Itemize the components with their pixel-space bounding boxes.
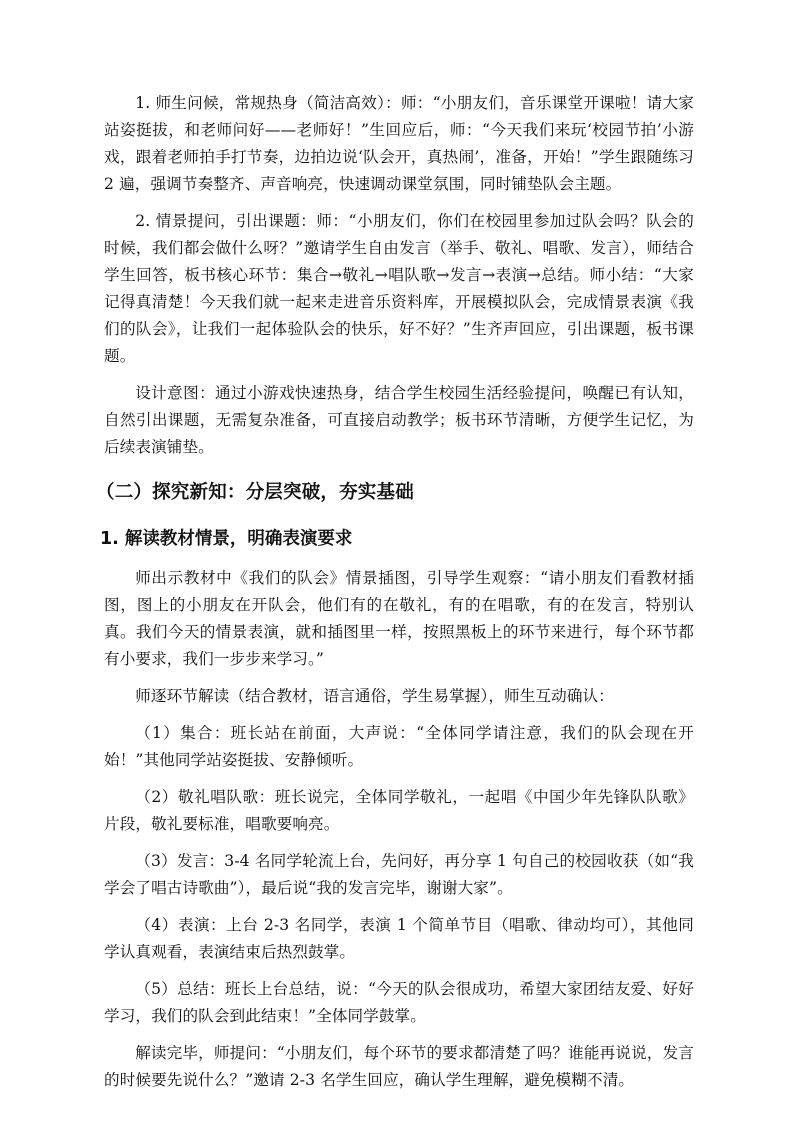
paragraph-design-intent: 设计意图：通过小游戏快速热身，结合学生校园生活经验提问，唤醒已有认知，自然引出课题，无需复杂准备，可直接启动教学；板书环节清晰，方便学生记忆，为后续表演铺垫。 [104,384,694,456]
paragraph-greeting-warmup: 1. 师生问候，常规热身（简洁高效）：师：“小朋友们，音乐课堂开课啦！请大家站姿挺拔，和老师问好——老师好！”生回应后，师：“今天我们来玩‘校园节拍’小游戏，跟着老师拍手打节奏，边拍边说‘队会开，真热闹’，准备，开始！”学生跟随练习 2 遍，强调节奏整齐、声音响亮，快速调动课堂氛围，同时铺垫队会主题。 [104,94,694,193]
list-item-salute-sing: （2）敬礼唱队歌：班长说完，全体同学敬礼，一起唱《中国少年先锋队队歌》片段，敬礼要标准，唱歌要响亮。 [104,788,694,833]
list-item-assemble: （1）集合：班长站在前面，大声说：“全体同学请注意，我们的队会现在开始！”其他同学站姿挺拔、安静倾听。 [104,724,694,769]
list-item-performance: （4）表演：上台 2-3 名同学，表演 1 个简单节目（唱歌、律动均可），其他同学认真观看，表演结束后热烈鼓掌。 [104,916,694,961]
sub-heading: 1. 解读教材情景，明确表演要求 [100,529,353,549]
paragraph-textbook-scene: 师出示教材中《我们的队会》情景插图，引导学生观察：“请小朋友们看教材插图，图上的小朋友在开队会，他们有的在敬礼，有的在唱歌，有的在发言，特别认真。我们今天的情景表演，就和插图里一样，按照黑板上的环节来进行，每个环节都有小要求，我们一步步来学习。” [104,569,694,668]
document-content [96,90,694,1104]
section-heading: （二）探究新知：分层突破，夯实基础 [96,482,414,503]
list-item-speech: （3）发言：3-4 名同学轮流上台，先问好，再分享 1 句自己的校园收获（如“我学会了唱古诗歌曲”），最后说“我的发言完毕，谢谢大家”。 [104,852,694,897]
paragraph-step-explanation: 师逐环节解读（结合教材，语言通俗，学生易掌握），师生互动确认： [135,687,614,705]
list-item-summary: （5）总结：班长上台总结，说：“今天的队会很成功，希望大家团结友爱、好好学习，我们的队会到此结束！”全体同学鼓掌。 [104,980,694,1025]
paragraph-introduce-topic: 2. 情景提问，引出课题：师：“小朋友们，你们在校园里参加过队会吗？队会的时候，我们都会做什么呀？”邀请学生自由发言（举手、敬礼、唱歌、发言），师结合学生回答，板书核心环节：集合→敬礼→唱队歌→发言→表演→总结。师小结：“大家记得真清楚！今天我们就一起来走进音乐资料库，开展模拟队会，完成情景表演《我们的队会》，让我们一起体验队会的快乐，好不好？”生齐声回应，引出课题，板书课题。 [104,212,694,365]
paragraph-closing-question: 解读完毕，师提问：“小朋友们，每个环节的要求都清楚了吗？谁能再说说，发言的时候要先说什么？”邀请 2-3 名学生回应，确认学生理解，避免模糊不清。 [104,1044,694,1089]
